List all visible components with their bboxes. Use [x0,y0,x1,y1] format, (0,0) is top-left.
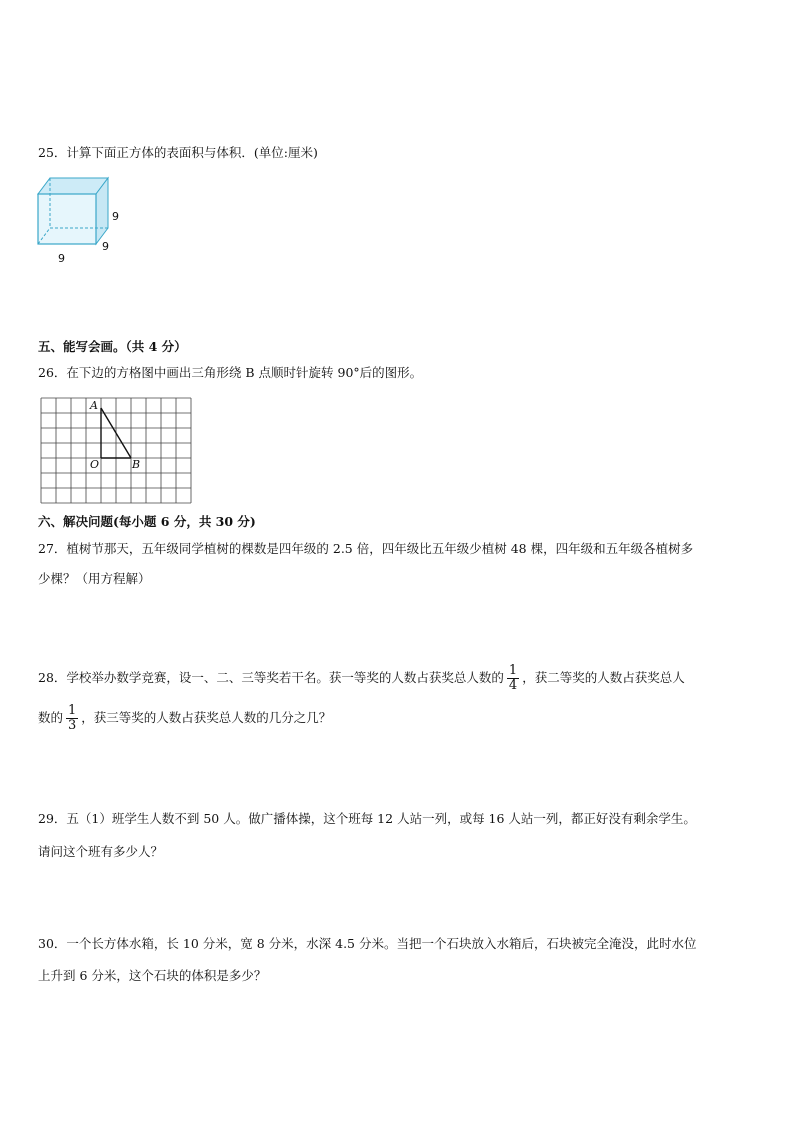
cube-front-face [38,194,96,244]
cube-label-right: 9 [112,210,119,223]
q28-part1: 28．学校举办数学竞赛，设一、二、三等奖若干名。获一等奖的人数占获奖总人数的 [38,670,504,685]
point-b-label: B [132,458,141,471]
q29-line2: 请问这个班有多少人？ [38,844,164,859]
q28-frac2-den: 3 [68,718,77,733]
q28-fraction-1 [507,664,519,693]
section6-title: 六、解决问题(每小题 6 分，共 30 分) [38,514,256,529]
q25-text: 25．计算下面正方体的表面积与体积．(单位:厘米) [38,145,318,160]
q28-frac1-num: 1 [508,663,518,678]
point-a-label: A [90,399,98,412]
cube-label-depth: 9 [102,240,109,253]
cube-figure [34,172,134,268]
q30-line2: 上升到 6 分米，这个石块的体积是多少？ [38,968,267,983]
q28-line2 [38,698,331,738]
point-o-label: O [90,458,100,471]
cube-label-bottom: 9 [58,252,65,265]
q27-line2: 少棵？（用方程解） [38,571,151,586]
q28-part3: 数的 [38,710,64,725]
q28-frac1-den: 4 [508,678,518,693]
q28-part4: ，获三等奖的人数占获奖总人数的几分之几？ [81,710,332,725]
q28-frac2-num: 1 [68,703,77,718]
q28-fraction-2 [66,704,78,733]
q30-line1: 30．一个长方体水箱，长 10 分米，宽 8 分米，水深 4.5 分米。当把一个石块放入水箱后，石块被完全淹没，此时水位 [38,936,697,951]
q28-line1 [38,658,685,698]
q26-text: 26．在下边的方格图中画出三角形绕 B 点顺时针旋转 90°后的图形。 [38,365,423,380]
q27-line1: 27．植树节那天，五年级同学植树的棵数是四年级的 2.5 倍，四年级比五年级少植树 48 棵，四年级和五年级各植树多 [38,541,694,556]
grid-lines [41,398,191,503]
q28-part2: ，获二等奖的人数占获奖总人 [522,670,685,685]
grid-figure [38,394,194,506]
q29-line1: 29．五（1）班学生人数不到 50 人。做广播体操，这个班每 12 人站一列，或每 16 人站一列，都正好没有剩余学生。 [38,811,696,826]
section5-title: 五、能写会画。（共 4 分） [38,339,187,354]
